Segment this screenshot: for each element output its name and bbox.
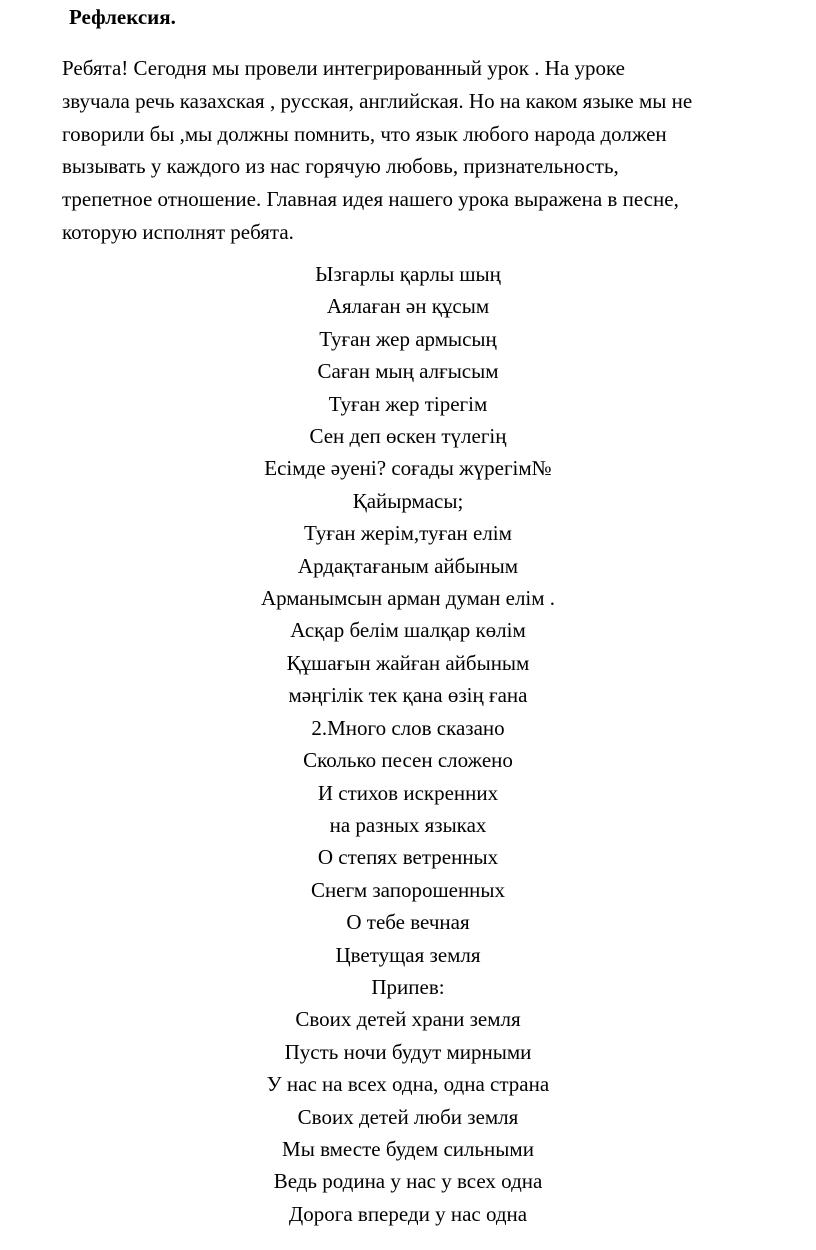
intro-line: которую исполнят ребята.	[62, 219, 294, 244]
song-line: О степях ветренных	[317, 845, 499, 870]
song-line: Туған жерім,туған елім	[304, 521, 512, 546]
song-line: Арманымсын арман думан елім .	[260, 586, 556, 611]
song-line: Сколько песен сложено	[303, 748, 513, 773]
song-line: О тебе вечная	[346, 910, 470, 935]
song-line: Ызгарлы қарлы шың	[315, 262, 501, 286]
song-line: И стихов искренних	[317, 780, 499, 805]
intro-line: вызывать у каждого из нас горячую любовь, признательность,	[62, 154, 619, 179]
song-line: мәңгілік тек қана өзің ғана	[288, 683, 528, 708]
song-line: Қайырмасы;	[352, 488, 464, 513]
song-line: Есімде әуені? соғады жүрегім№	[264, 456, 552, 481]
song-line: Асқар белім шалқар көлім	[290, 618, 526, 643]
song-line: Снегм запорошенных	[310, 877, 506, 902]
intro-line: говорили бы ,мы должны помнить, что язык любого народа должен	[62, 121, 667, 146]
song-line: 2.Много слов сказано	[311, 715, 505, 740]
song-line: на разных языках	[329, 812, 487, 837]
song-line: Аялаған ән құсым	[326, 294, 490, 319]
song-line: Дорога впереди у нас одна	[288, 1201, 528, 1226]
song-line: Своих детей люби земля	[297, 1104, 519, 1129]
intro-line: Ребята! Сегодня мы провели интегрированный урок . На уроке	[62, 56, 625, 80]
song-line: Пусть ночи будут мирными	[284, 1039, 532, 1064]
song-line: Сен деп өскен түлегің	[309, 424, 507, 449]
song-line: Своих детей храни земля	[295, 1007, 521, 1032]
song-line: Туған жер тірегім	[328, 391, 488, 416]
song-line: Мы вместе будем сильными	[282, 1136, 534, 1161]
song-line: Цветущая земля	[335, 942, 481, 967]
song-line: Ведь родина у нас у всех одна	[273, 1169, 543, 1194]
song-line: У нас на всех одна, одна страна	[266, 1072, 550, 1097]
song-line: Туған жер армысың	[319, 326, 497, 351]
song-lyrics	[0, 258, 816, 1230]
song-line: Ардақтағаным айбыным	[297, 553, 519, 578]
intro-paragraph	[62, 52, 814, 249]
song-line: Припев:	[371, 974, 445, 999]
song-line: Құшағын жайған айбыным	[286, 650, 530, 675]
song-line: Саған мың алғысым	[317, 359, 499, 384]
section-heading: Рефлексия.	[69, 5, 176, 29]
intro-line: звучала речь казахская , русская, английская. Но на каком языке мы не	[62, 88, 693, 113]
intro-line: трепетное отношение. Главная идея нашего урока выражена в песне,	[62, 187, 679, 212]
